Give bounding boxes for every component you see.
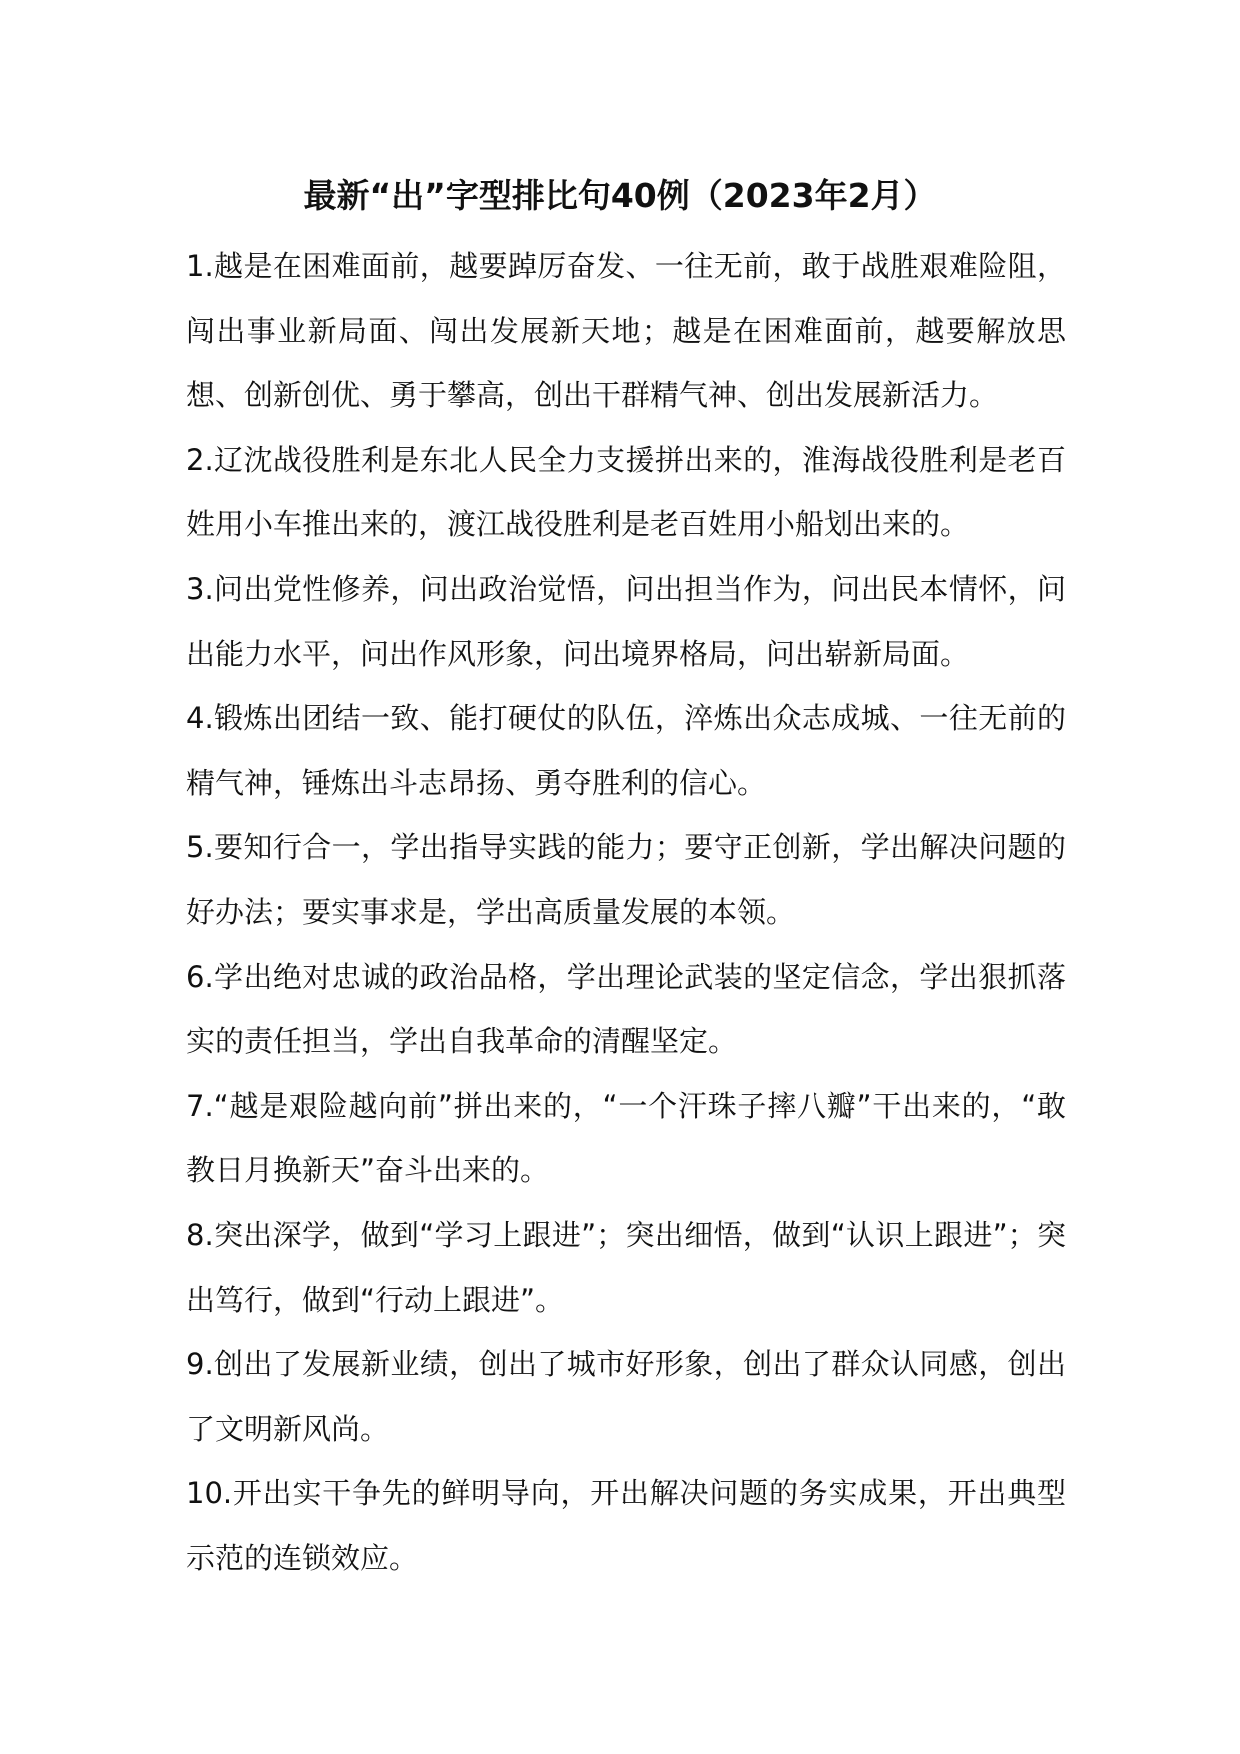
paragraph-4: 4.锻炼出团结一致、能打硬仗的队伍，淬炼出众志成城、一往无前的精气神，锤炼出斗志昂扬、勇夺胜利的信心。 <box>186 701 1066 800</box>
paragraph-9: 9.创出了发展新业绩，创出了城市好形象，创出了群众认同感，创出了文明新风尚。 <box>186 1347 1066 1446</box>
paragraph-3: 3.问出党性修养，问出政治觉悟，问出担当作为，问出民本情怀，问出能力水平，问出作风形象，问出境界格局，问出崭新局面。 <box>186 571 1066 671</box>
paragraph-6: 6.学出绝对忠诚的政治品格，学出理论武装的坚定信念，学出狠抓落实的责任担当，学出自我革命的清醒坚定。 <box>186 959 1066 1059</box>
paragraph-8: 8.突出深学，做到“学习上跟进”；突出细悟，做到“认识上跟进”；突出笃行，做到“行动上跟进”。 <box>186 1217 1066 1317</box>
paragraph-2: 2.辽沈战役胜利是东北人民全力支援拼出来的，淮海战役胜利是老百姓用小车推出来的，渡江战役胜利是老百姓用小船划出来的。 <box>186 442 1066 542</box>
document-body <box>186 234 1066 1590</box>
paragraph-10: 10.开出实干争先的鲜明导向，开出解决问题的务实成果，开出典型示范的连锁效应。 <box>186 1476 1066 1575</box>
paragraph-7: 7.“越是艰险越向前”拼出来的，“一个汗珠子摔八瓣”干出来的，“敢教日月换新天”奋斗出来的。 <box>186 1088 1066 1188</box>
paragraph-1: 1.越是在困难面前，越要踔厉奋发、一往无前，敢于战胜艰难险阻，闯出事业新局面、闯出发展新天地；越是在困难面前，越要解放思想、创新创优、勇于攀高，创出干群精气神、创出发展新活力。 <box>186 249 1066 413</box>
paragraph-5: 5.要知行合一，学出指导实践的能力；要守正创新，学出解决问题的好办法；要实事求是，学出高质量发展的本领。 <box>186 830 1066 929</box>
document-title: 最新“出”字型排比句40例（2023年2月） <box>303 176 937 215</box>
